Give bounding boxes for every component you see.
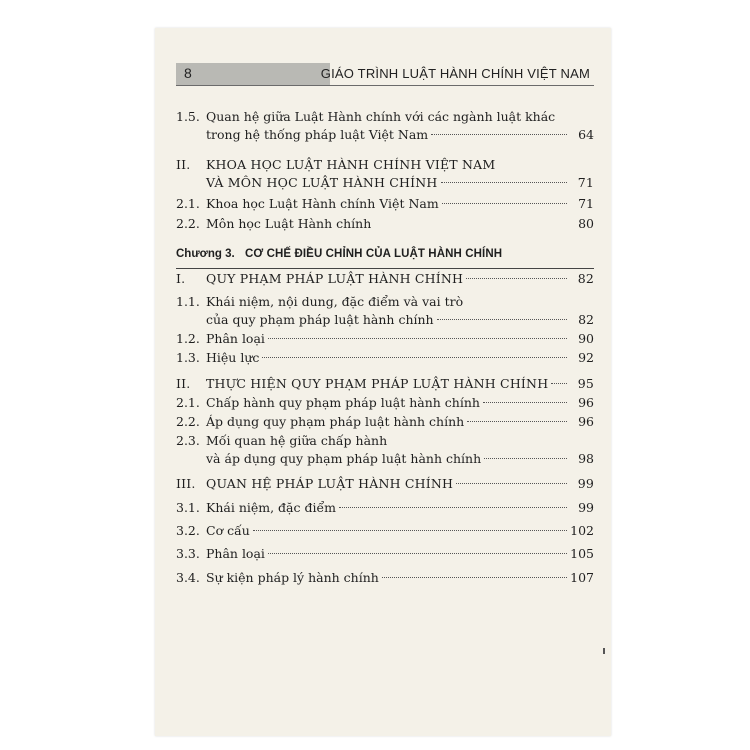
toc-entry-page: 71 (578, 196, 594, 211)
toc-entry-title-line: Khái niệm, nội dung, đặc điểm và vai trò (206, 294, 464, 309)
dot-leader (339, 507, 567, 508)
dot-leader (431, 134, 567, 135)
toc-entry-number: III. (176, 476, 196, 491)
toc-entry-page: 80 (578, 216, 594, 231)
toc-entry-title-line: Chấp hành quy phạm pháp luật hành chính (206, 395, 480, 410)
toc-entry-title-line: Phân loại (206, 546, 265, 561)
toc-entry-number: II. (176, 157, 191, 172)
toc-entry-title-line: Mối quan hệ giữa chấp hành (206, 433, 388, 448)
toc-entry-title-line: Khoa học Luật Hành chính Việt Nam (206, 196, 439, 211)
toc-entry-title-line: trong hệ thống pháp luật Việt Nam (206, 127, 429, 142)
toc-entry-number: 2.2. (176, 216, 200, 231)
chapter-label: Chương 3. (176, 248, 235, 260)
toc-entry-page: 99 (577, 476, 594, 491)
toc-entry-title-line: QUY PHẠM PHÁP LUẬT HÀNH CHÍNH (206, 271, 464, 286)
toc-entry-number: I. (176, 271, 186, 286)
toc-entry-page: 82 (577, 271, 594, 286)
toc-entry-number: 3.3. (176, 546, 200, 561)
dot-leader (442, 203, 567, 204)
toc-entry-title-line: của quy phạm pháp luật hành chính (206, 312, 434, 327)
toc-entry-number: 2.2. (176, 414, 200, 429)
toc-entry-number: 1.2. (176, 331, 200, 346)
toc-entry-title-line: Môn học Luật Hành chính (206, 216, 372, 231)
edge-mark (603, 648, 605, 654)
toc-entry-number: 3.1. (176, 500, 200, 515)
toc-entry-title-line: Khái niệm, đặc điểm (206, 500, 337, 515)
toc-entry-title-line: Hiệu lực (206, 350, 260, 365)
dot-leader (262, 357, 567, 358)
toc-entry-page: 82 (578, 312, 594, 327)
dot-leader (441, 182, 568, 183)
toc-entry-title-line: Cơ cấu (206, 523, 250, 538)
dot-leader (456, 483, 567, 484)
toc-entry-title-line: QUAN HỆ PHÁP LUẬT HÀNH CHÍNH (206, 476, 454, 491)
toc-entry-page: 105 (570, 546, 594, 561)
toc-entry-number: 1.5. (176, 109, 200, 124)
toc-entry-page: 95 (577, 376, 594, 391)
dot-leader (483, 402, 567, 403)
page-header (176, 63, 594, 86)
dot-leader (253, 530, 567, 531)
dot-leader (268, 338, 567, 339)
dot-leader (466, 278, 567, 279)
toc-entry-page: 98 (578, 451, 594, 466)
toc-entry-page: 99 (578, 500, 594, 515)
toc-entry-page: 96 (578, 395, 594, 410)
toc-entry-title-line: Phân loại (206, 331, 265, 346)
toc-entry-number: 1.1. (176, 294, 200, 309)
dot-leader (382, 577, 567, 578)
toc-entry-title-line: VÀ MÔN HỌC LUẬT HÀNH CHÍNH (206, 175, 438, 190)
toc-entry-number: 2.3. (176, 433, 200, 448)
toc-entry-number: II. (176, 376, 191, 391)
dot-leader (484, 458, 567, 459)
toc-entry-page: 96 (578, 414, 594, 429)
chapter-title: CƠ CHẾ ĐIỀU CHỈNH CỦA LUẬT HÀNH CHÍNH (245, 248, 503, 260)
toc-entry-number: 2.1. (176, 196, 200, 211)
chapter-heading (176, 245, 594, 263)
toc-entry-title-line: Quan hệ giữa Luật Hành chính với các ngành luật khác (206, 109, 556, 124)
chapter-rule (176, 268, 594, 269)
toc-entry-page: 102 (570, 523, 594, 538)
dot-leader (268, 553, 567, 554)
page-number: 8 (184, 65, 192, 81)
toc-entry-title-line: và áp dụng quy phạm pháp luật hành chính (206, 451, 482, 466)
book-page (155, 28, 611, 736)
toc-entry-page: 90 (578, 331, 594, 346)
toc-entry-title-line: Sự kiện pháp lý hành chính (206, 570, 379, 585)
toc-entry-number: 2.1. (176, 395, 200, 410)
toc-entry-number: 1.3. (176, 350, 200, 365)
dot-leader (467, 421, 567, 422)
toc-entry-page: 64 (578, 127, 594, 142)
toc-entry-number: 3.2. (176, 523, 200, 538)
dot-leader (551, 383, 567, 384)
header-bar (176, 63, 330, 85)
running-title: GIÁO TRÌNH LUẬT HÀNH CHÍNH VIỆT NAM (320, 66, 590, 81)
toc-entry-page: 107 (570, 570, 594, 585)
toc-entry-page: 92 (578, 350, 594, 365)
toc-entry-title-line: Áp dụng quy phạm pháp luật hành chính (206, 414, 465, 429)
toc-entry-title-line: THỰC HIỆN QUY PHẠM PHÁP LUẬT HÀNH CHÍNH (206, 376, 549, 391)
toc-entry-page: 71 (577, 175, 594, 190)
toc-entry-number: 3.4. (176, 570, 200, 585)
toc-entry-title-line: KHOA HỌC LUẬT HÀNH CHÍNH VIỆT NAM (206, 157, 496, 172)
dot-leader (437, 319, 567, 320)
